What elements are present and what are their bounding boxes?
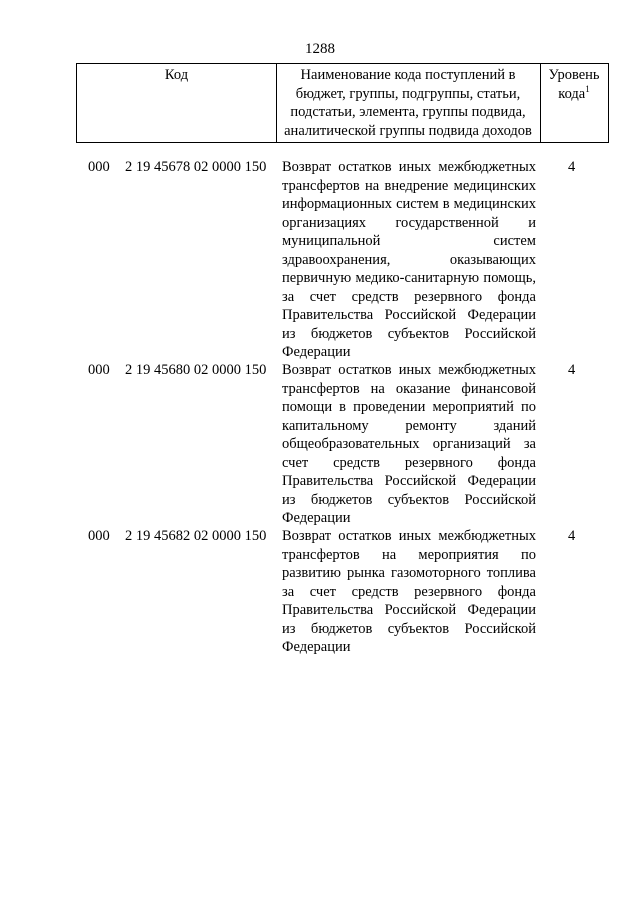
table-header-left-border bbox=[76, 63, 77, 143]
page-number: 1288 bbox=[305, 41, 335, 57]
row-code-prefix: 000 bbox=[88, 159, 110, 175]
row-level: 4 bbox=[568, 362, 576, 378]
footnote-marker: 1 bbox=[585, 83, 590, 94]
row-name: Возврат остатков иных межбюджетных трансфертов на мероприятия по развитию рынка газомоторного топлива за счет средств резервного фонда Правительства Российской Федерации из бюджетов субъектов Российской Федерации bbox=[282, 528, 536, 655]
table-header-top-border bbox=[76, 63, 609, 64]
column-header-code: Код bbox=[164, 67, 189, 83]
row-level: 4 bbox=[568, 528, 576, 544]
column-header-level bbox=[541, 66, 607, 103]
table-header-right-border bbox=[608, 63, 609, 143]
row-code-prefix: 000 bbox=[88, 362, 110, 378]
row-code: 2 19 45682 02 0000 150 bbox=[125, 528, 267, 544]
table-header-bottom-border bbox=[76, 142, 609, 143]
column-header-name: Наименование кода поступлений в бюджет, группы, подгруппы, статьи, подстатьи, элемента, группы подвида, аналитической группы подвида доходов bbox=[284, 67, 532, 139]
row-name: Возврат остатков иных межбюджетных трансфертов на оказание финансовой помощи в проведении мероприятий по капитальному ремонту зданий общеобразовательных организаций за счет средств резервного фонда Правительства Российской Федерации из бюджетов субъектов Российской Федерации bbox=[282, 362, 536, 526]
row-code: 2 19 45678 02 0000 150 bbox=[125, 159, 267, 175]
row-code: 2 19 45680 02 0000 150 bbox=[125, 362, 267, 378]
row-name: Возврат остатков иных межбюджетных трансфертов на внедрение медицинских информационных систем в медицинских организациях государственной и муниципальной систем здравоохранения, оказывающих первичную медико-санитарную помощь, за счет средств резервного фонда Правительства Российской Федерации из бюджетов субъектов Российской Федерации bbox=[282, 159, 536, 360]
column-header-level-label: Уровень кода bbox=[548, 67, 600, 102]
row-code-prefix: 000 bbox=[88, 528, 110, 544]
row-level: 4 bbox=[568, 159, 576, 175]
